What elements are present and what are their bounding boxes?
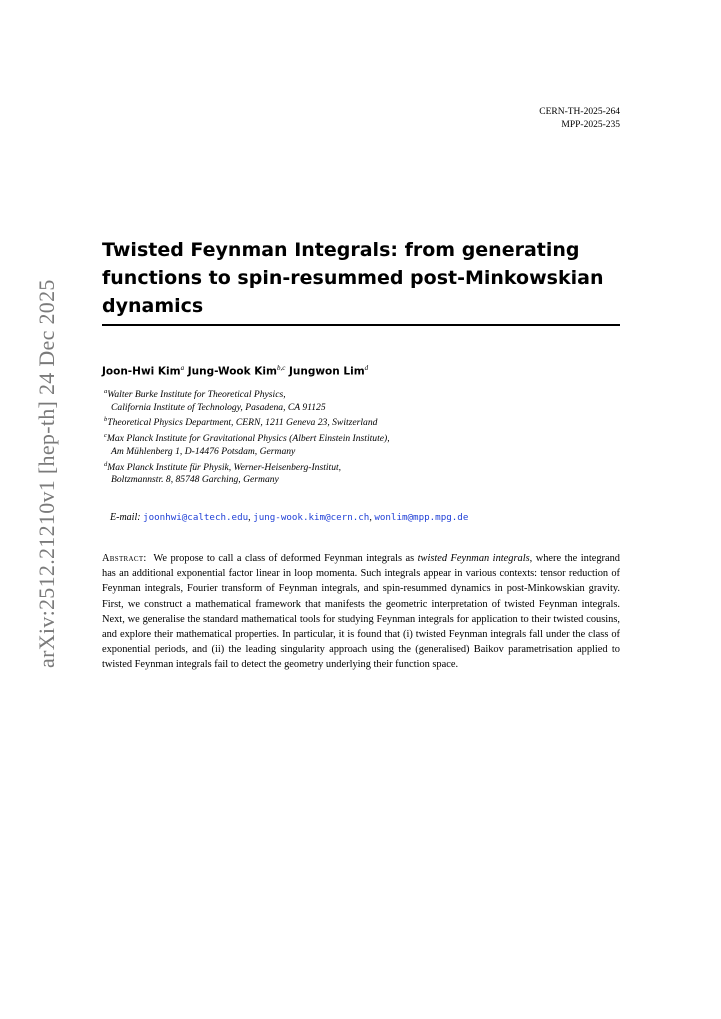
author-name: Joon-Hwi Kim [102,365,181,378]
abstract-emphasis: twisted Feynman integrals [417,553,530,564]
author-affiliation-mark: d [364,364,369,372]
abstract-label: Abstract: [102,553,147,564]
abstract-text: , where the integrand has an additional exponential factor linear in loop momenta. Such integrals appear in various contexts: tensor reduction of Feynman integrals, Fourier transform of Feynman integrals, and spin-resummed dynamics in post-Minkowskian gravity. First, we construct a mathematical framework that manifests the geometric interpretation of twisted Feynman integrals. Next, we generalise the standard mathematical tools for studying Feynman integrals for application to their twisted cousins, and explore their mathematical properties. In particular, it is found that (i) twisted Feynman integrals fall under the class of exponential periods, and (ii) the leading singularity approach using the (generalised) Baikov parametrisation applied to twisted Feynman integrals fail to detect the geometry underlying their function space. [102,553,620,671]
author-list [102,364,368,378]
report-numbers [539,106,620,132]
affiliation-mark: d [104,460,108,468]
affiliation-line: Theoretical Physics Department, CERN, 1211 Geneva 23, Switzerland [107,417,378,429]
email-label: E-mail: [110,512,141,523]
title-rule [102,324,620,326]
affiliation-mark: b [104,416,108,424]
email-link-joonhwi[interactable]: joonhwi@caltech.edu [143,512,249,523]
report-number: CERN-TH-2025-264 [539,107,620,117]
report-number: MPP-2025-235 [561,120,620,130]
affiliation-line: Max Planck Institute für Physik, Werner-Heisenberg-Institut, [107,461,342,473]
affiliation-list [104,386,390,487]
email-separator: , [248,512,254,523]
affiliation-line: Walter Burke Institute for Theoretical Physics, [107,389,286,401]
paper-title: Twisted Feynman Integrals: from generating functions to spin-resummed post-Minkowskian dynamics [102,239,604,317]
abstract [102,551,620,673]
affiliation [104,459,390,487]
affiliation [104,414,390,430]
email-link-jung-wook[interactable]: jung-wook.kim@cern.ch [253,512,370,523]
author-name: Jung-Wook Kim [187,365,277,378]
abstract-text: We propose to call a class of deformed Feynman integrals as [153,553,418,564]
affiliation-line: California Institute of Technology, Pasadena, CA 91125 [111,401,326,413]
affiliation [104,386,390,414]
author-affiliation-mark: a [180,364,185,372]
author-name: Jungwon Lim [288,365,365,378]
affiliation-line: Max Planck Institute for Gravitational Physics (Albert Einstein Institute), [106,433,390,445]
affiliation-line: Am Mühlenberg 1, D-14476 Potsdam, Germany [111,445,296,457]
arxiv-identifier-text: arXiv:2512.21210v1 [hep-th] 24 Dec 2025 [34,279,59,668]
author-affiliation-mark: b,c [276,364,286,372]
affiliation-mark: c [104,432,107,440]
email-separator: , [369,512,375,523]
affiliation [104,430,390,458]
email-line [110,512,468,523]
affiliation-line: Boltzmannstr. 8, 85748 Garching, Germany [111,474,279,486]
affiliation-mark: a [104,388,108,395]
email-link-wonlim[interactable]: wonlim@mpp.mpg.de [374,512,469,523]
arxiv-identifier-stamp [34,279,60,668]
